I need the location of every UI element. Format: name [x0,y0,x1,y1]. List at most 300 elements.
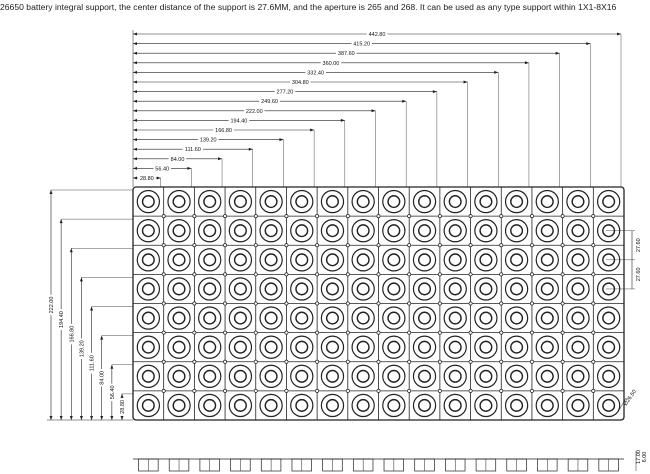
corner-notch [223,273,226,276]
battery-cell [506,394,528,416]
arrowhead [372,109,376,112]
arrowhead [133,167,137,170]
corner-notch [592,273,595,276]
arrowhead [133,90,137,93]
arrowhead [525,61,529,64]
battery-cell [475,394,497,416]
battery-cell [168,336,190,358]
corner-notch [592,215,595,218]
corner-notch [162,360,165,363]
vertical-dimensions [47,190,133,420]
dimension-label: 166.80 [215,128,232,134]
battery-cell [567,249,589,271]
arrowhead [70,416,73,420]
battery-cell [383,249,405,271]
corner-notch [254,273,257,276]
arrowhead [279,138,283,141]
battery-cell [444,336,466,358]
arrowhead [433,90,437,93]
arrowhead [133,109,137,112]
battery-cell [413,307,435,329]
battery-cell [291,394,313,416]
corner-notch [377,389,380,392]
corner-notch [469,331,472,334]
corner-notch [500,244,503,247]
battery-cell [444,307,466,329]
battery-cell [383,307,405,329]
battery-cell [291,307,313,329]
battery-cell [321,190,343,212]
arrowhead [464,81,468,84]
battery-cell [229,394,251,416]
battery-cell [536,190,558,212]
arrowhead [50,190,53,194]
corner-notch [592,244,595,247]
arrowhead [341,119,345,122]
battery-cell [567,190,589,212]
battery-cell [352,365,374,387]
battery-cell [321,278,343,300]
arrowhead [249,148,253,151]
battery-cell [168,220,190,242]
battery-cell [506,249,528,271]
corner-notch [285,273,288,276]
corner-notch [500,389,503,392]
corner-notch [254,302,257,305]
arrowhead [90,307,93,311]
dimension-label: 166.80 [69,325,76,343]
corner-notch [561,215,564,218]
corner-notch [408,215,411,218]
battery-cell [506,278,528,300]
corner-notch [346,360,349,363]
battery-cell [260,307,282,329]
corner-notch [469,302,472,305]
dimension-label: 28.80 [139,176,154,182]
arrowhead [218,157,222,160]
dimension-label: 111.60 [184,147,201,154]
corner-notch [285,244,288,247]
corner-notch [316,360,319,363]
battery-cell [536,278,558,300]
corner-notch [346,244,349,247]
corner-notch [438,389,441,392]
battery-cell [352,394,374,416]
battery-cell [413,190,435,212]
battery-cell [137,394,159,416]
corner-notch [193,273,196,276]
battery-cell [383,220,405,242]
battery-cell [567,278,589,300]
battery-cell [352,307,374,329]
corner-notch [377,331,380,334]
corner-notch [592,389,595,392]
dimension-label: 222.00 [245,108,263,115]
battery-cell [413,365,435,387]
dimension-label: 194.40 [59,311,66,328]
corner-notch [500,215,503,218]
corner-notch [438,360,441,363]
arrowhead [310,129,314,132]
arrowhead [133,52,137,55]
arrowhead [100,416,103,420]
battery-cell [168,190,190,212]
dimension-label: 194.40 [230,118,248,125]
dimension-label: 139.20 [79,340,86,358]
corner-notch [408,244,411,247]
battery-cell [260,394,282,416]
dimension-label: 277.20 [276,89,294,96]
corner-notch [346,302,349,305]
battery-cell [383,190,405,212]
arrowhead [133,177,137,180]
battery-cell [383,394,405,416]
arrowhead [133,119,137,122]
corner-notch [193,215,196,218]
corner-notch [377,244,380,247]
corner-notch [438,215,441,218]
battery-cell [199,249,221,271]
battery-cell [475,278,497,300]
corner-notch [530,389,533,392]
corner-notch [162,389,165,392]
battery-cell [475,365,497,387]
corner-notch [316,273,319,276]
battery-cell [506,307,528,329]
corner-notch [254,389,257,392]
battery-cell [321,365,343,387]
arrowhead [133,157,137,160]
side-view-label: 17.00 [636,450,642,464]
battery-cell [229,190,251,212]
dimension-label: 139.20 [199,137,217,144]
arrowhead [133,148,137,151]
corner-notch [530,302,533,305]
corner-notch [162,273,165,276]
corner-notch [193,360,196,363]
battery-cell [291,365,313,387]
corner-notch [469,273,472,276]
corner-notch [285,360,288,363]
corner-notch [530,331,533,334]
battery-cell [413,394,435,416]
battery-cell [413,249,435,271]
pitch-label: 27.60 [636,267,642,282]
battery-cell [137,249,159,271]
corner-notch [500,331,503,334]
battery-cell [168,278,190,300]
caption-text: 26650 battery integral support, the center distance of the support is 27.6MM, and the aperture is 265 and 268. It can be used as any type support within 1X1-8X16 [0,2,617,12]
battery-cell [352,220,374,242]
corner-notch [408,273,411,276]
dimension-label: 415.20 [353,41,371,48]
corner-notch [592,331,595,334]
corner-notch [561,273,564,276]
arrowhead [133,33,137,36]
battery-cell [567,365,589,387]
arrowhead [556,52,560,55]
battery-cell [506,365,528,387]
arrowhead [80,416,83,420]
battery-cell [444,220,466,242]
battery-cell [567,307,589,329]
battery-cell [137,336,159,358]
arrowhead [70,248,73,252]
battery-cell [229,336,251,358]
corner-notch [254,244,257,247]
corner-notch [285,389,288,392]
battery-cell [413,220,435,242]
battery-cell [137,307,159,329]
corner-notch [162,331,165,334]
battery-cell [229,278,251,300]
corner-notch [561,389,564,392]
corner-notch [561,331,564,334]
battery-cell [199,278,221,300]
battery-cell [321,307,343,329]
corner-notch [285,302,288,305]
corner-notch [316,331,319,334]
battery-cell [137,278,159,300]
arrowhead [60,416,63,420]
corner-notch [561,302,564,305]
battery-cell [291,336,313,358]
corner-notch [530,244,533,247]
arrowhead [187,167,191,170]
corner-notch [438,302,441,305]
arrowhead [100,336,103,340]
battery-cell [536,307,558,329]
battery-cell [475,307,497,329]
arrowhead [133,61,137,64]
battery-cell [444,249,466,271]
corner-notch [500,360,503,363]
hole-diameter-label: Ø26.50 [622,388,638,408]
arrowhead [133,81,137,84]
corner-notch [469,389,472,392]
corner-notch [254,331,257,334]
battery-cell [598,336,620,358]
corner-notch [285,331,288,334]
corner-notch [530,273,533,276]
battery-cell [291,249,313,271]
battery-cell [199,220,221,242]
battery-cell [567,394,589,416]
corner-notch [408,331,411,334]
battery-cell [260,278,282,300]
battery-cell [383,278,405,300]
battery-cell [199,307,221,329]
dimension-label: 28.80 [120,400,126,414]
battery-cell [475,336,497,358]
battery-cell [321,336,343,358]
battery-cell [475,220,497,242]
battery-cell [444,394,466,416]
corner-notch [438,244,441,247]
corner-notch [254,215,257,218]
battery-cell [168,307,190,329]
dimension-label: 56.40 [155,166,170,173]
corner-notch [193,302,196,305]
dimension-label: 387.60 [337,51,355,58]
corner-notch [162,302,165,305]
battery-cell [137,220,159,242]
side-view-label: 6.00 [642,451,648,463]
battery-cell [598,394,620,416]
side-view [133,450,648,471]
corner-notch [408,389,411,392]
battery-cell [536,365,558,387]
battery-cell [567,220,589,242]
corner-notch [561,244,564,247]
battery-cell [475,249,497,271]
battery-cell [506,336,528,358]
battery-cell [291,220,313,242]
corner-notch [346,215,349,218]
corner-notch [377,215,380,218]
arrowhead [133,100,137,103]
dimension-label: 56.40 [109,385,116,400]
battery-cell [291,278,313,300]
battery-cell [383,365,405,387]
arrowhead [80,277,83,281]
corner-notch [592,360,595,363]
battery-cell [260,336,282,358]
battery-cell [598,190,620,212]
arrowhead [617,33,621,36]
arrowhead [586,42,590,45]
battery-cell [199,394,221,416]
battery-cell [352,249,374,271]
corner-notch [346,331,349,334]
corner-notch [162,244,165,247]
dimension-label: 111.60 [89,355,96,372]
corner-notch [592,302,595,305]
dimension-label: 360.00 [322,60,340,67]
battery-cell [229,220,251,242]
battery-cell [413,336,435,358]
corner-notch [408,302,411,305]
battery-cell [506,220,528,242]
battery-cell [168,249,190,271]
corner-notch [346,273,349,276]
corner-notch [408,360,411,363]
battery-cell [444,190,466,212]
arrowhead [133,138,137,141]
corner-notch [500,273,503,276]
pitch-label: 27.60 [636,238,642,253]
battery-cell [536,249,558,271]
arrowhead [402,100,406,103]
corner-notch [193,331,196,334]
arrowhead [110,416,113,420]
dimension-label: 222.00 [49,296,55,314]
corner-notch [530,215,533,218]
battery-cell [321,394,343,416]
battery-cell [199,336,221,358]
corner-notch [377,360,380,363]
battery-cell [321,220,343,242]
dimension-label: 442.80 [368,32,386,38]
corner-notch [438,331,441,334]
corner-notch [561,360,564,363]
arrowhead [133,129,137,132]
corner-notch [469,360,472,363]
corner-notch [377,273,380,276]
arrowhead [50,416,53,420]
arrowhead [121,416,124,420]
battery-cell [260,220,282,242]
corner-notch [346,389,349,392]
battery-cell [137,190,159,212]
corner-notch [193,244,196,247]
battery-cell [168,365,190,387]
horizontal-dimensions [133,30,621,187]
battery-cell [229,365,251,387]
battery-cell [260,249,282,271]
battery-cell [598,307,620,329]
corner-notch [500,302,503,305]
dimension-label: 84.00 [170,156,185,163]
battery-cell [291,190,313,212]
dimension-label: 249.60 [261,99,279,106]
corner-notch [316,244,319,247]
dimension-label: 304.80 [291,80,309,86]
arrowhead [133,71,137,74]
corner-notch [438,273,441,276]
battery-cell [352,190,374,212]
corner-notch [223,360,226,363]
corner-notch [223,302,226,305]
battery-cell [229,307,251,329]
arrowhead [121,394,124,398]
corner-notch [316,302,319,305]
battery-cell [352,336,374,358]
arrowhead [494,71,498,74]
battery-cell [260,190,282,212]
battery-cell [413,278,435,300]
corner-notch [316,215,319,218]
battery-cell [475,190,497,212]
battery-cell [444,278,466,300]
corner-notch [285,215,288,218]
corner-notch [193,389,196,392]
corner-notch [530,360,533,363]
battery-cell [536,220,558,242]
corner-notch [469,244,472,247]
arrowhead [133,42,137,45]
dimension-label: 332.40 [307,70,325,77]
arrowhead [90,416,93,420]
corner-notch [254,360,257,363]
corner-notch [316,389,319,392]
battery-cell [352,278,374,300]
corner-notch [469,215,472,218]
battery-cell [567,336,589,358]
battery-cell [321,249,343,271]
corner-notch [162,215,165,218]
arrowhead [60,219,63,223]
corner-notch [223,215,226,218]
battery-cell [506,190,528,212]
corner-notch [377,302,380,305]
arrowhead [110,365,113,369]
battery-cell [168,394,190,416]
battery-cell [199,190,221,212]
dimension-label: 84.00 [99,370,106,385]
corner-notch [223,244,226,247]
battery-cell [444,365,466,387]
